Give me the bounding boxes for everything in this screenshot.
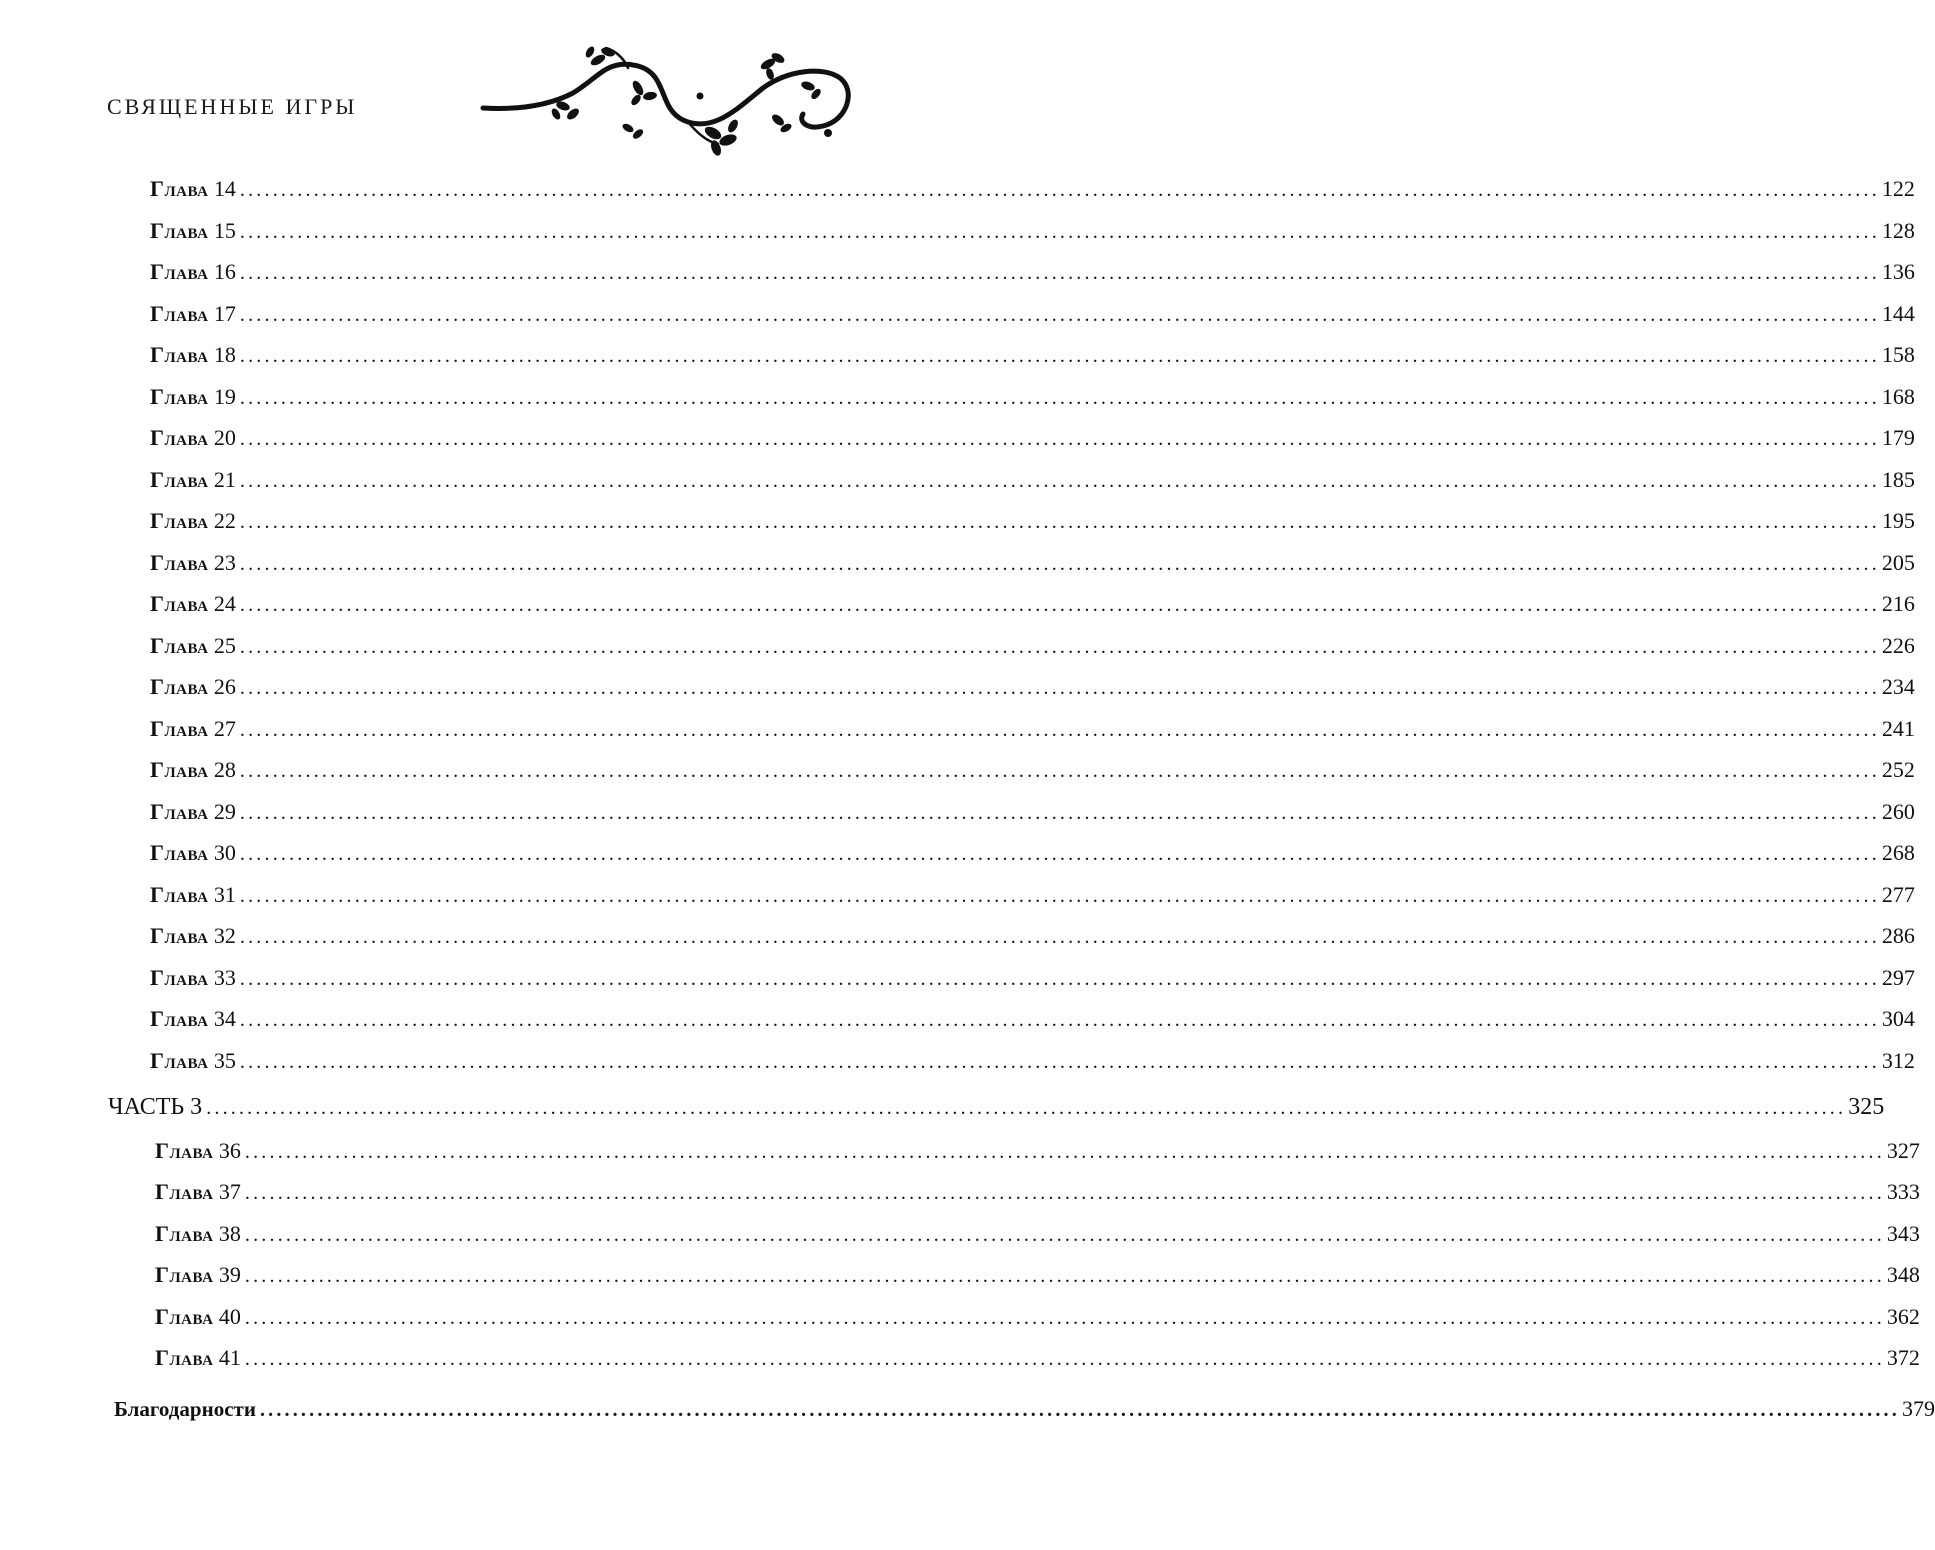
- toc-entry-page-number: 362: [1886, 1303, 1920, 1329]
- chapter-number: 28: [208, 757, 236, 782]
- chapter-word: Глава: [150, 964, 209, 990]
- toc-entry: [155, 1179, 1920, 1205]
- toc-entry-page-number: 158: [1881, 342, 1915, 367]
- chapter-number: 18: [208, 342, 236, 367]
- toc-entry: [155, 1220, 1920, 1247]
- dot-leader: ........................................................................................................................................................................................................: [239, 262, 1880, 284]
- toc-entry-page-number: 136: [1881, 259, 1915, 284]
- toc-entry: [150, 425, 1915, 451]
- chapter-number: 30: [208, 840, 236, 865]
- toc-entry-label: [150, 218, 240, 244]
- toc-entry-label: [155, 1304, 245, 1330]
- toc-entry-page-number: 333: [1886, 1179, 1920, 1205]
- toc-entry-label: [150, 633, 240, 659]
- toc-entry-page-number: 379: [1901, 1396, 1935, 1421]
- toc-entry-label: [150, 425, 240, 451]
- chapter-word: Глава: [150, 217, 209, 243]
- chapter-word: Глава: [155, 1303, 214, 1329]
- toc-entry: [150, 1006, 1915, 1032]
- toc-entry: [114, 1396, 1935, 1422]
- toc-entry-page-number: 325: [1848, 1094, 1885, 1120]
- toc-entry-label: [155, 1345, 245, 1371]
- chapter-word: Глава: [150, 466, 209, 492]
- dot-leader: ........................................................................................................................................................................................................: [239, 1009, 1880, 1031]
- toc-entry-label: [150, 176, 240, 202]
- toc-entry: [150, 881, 1915, 908]
- chapter-word: Глава: [150, 342, 209, 367]
- chapter-number: 29: [208, 798, 236, 824]
- toc-entry: [155, 1138, 1920, 1164]
- toc-entry: [155, 1303, 1920, 1330]
- chapter-word: Глава: [150, 549, 209, 575]
- chapter-number: 37: [213, 1179, 241, 1205]
- chapter-word: Глава: [155, 1138, 214, 1163]
- toc-entry-label: [150, 674, 240, 700]
- toc-entry-label: [150, 1048, 240, 1074]
- dot-leader: ........................................................................................................................................................................................................: [244, 1265, 1885, 1288]
- toc-entry-page-number: 268: [1881, 840, 1915, 865]
- chapter-number: 35: [208, 1047, 236, 1073]
- dot-leader: ........................................................................................................................................................................................................: [244, 1306, 1885, 1329]
- toc-entry-page-number: 277: [1881, 881, 1915, 907]
- chapter-word: Глава: [150, 176, 209, 201]
- toc-entry: [150, 964, 1915, 991]
- dot-leader: ........................................................................................................................................................................................................: [206, 1097, 1847, 1119]
- toc-entry-page-number: 297: [1881, 964, 1915, 990]
- toc-entry-page-number: 260: [1881, 798, 1915, 824]
- chapter-word: Глава: [150, 1006, 209, 1031]
- chapter-number: 26: [208, 674, 236, 699]
- toc-entry: [150, 508, 1915, 534]
- chapter-number: 27: [208, 715, 236, 741]
- dot-leader: ........................................................................................................................................................................................................: [239, 718, 1880, 741]
- chapter-number: 24: [208, 591, 236, 616]
- chapter-word: Глава: [150, 923, 209, 948]
- chapter-number: 21: [208, 466, 236, 492]
- chapter-word: Глава: [150, 632, 209, 658]
- toc-entry-page-number: 168: [1881, 383, 1915, 409]
- chapter-number: 17: [208, 300, 236, 326]
- chapter-word: Глава: [150, 425, 209, 450]
- toc-entry-page-number: 286: [1881, 923, 1915, 948]
- chapter-word: Глава: [155, 1345, 214, 1370]
- chapter-number: 41: [213, 1345, 241, 1370]
- toc-entry-label: [150, 923, 240, 949]
- chapter-word: Глава: [150, 757, 209, 782]
- chapter-word: Глава: [150, 383, 209, 409]
- chapter-number: 39: [213, 1262, 241, 1288]
- dot-leader: ........................................................................................................................................................................................................: [244, 1348, 1885, 1370]
- chapter-word: Глава: [150, 715, 209, 741]
- toc-entry-label: [150, 259, 240, 285]
- toc-entry-label: [150, 384, 240, 410]
- toc-entry-page-number: 185: [1881, 466, 1915, 492]
- toc-entry: [155, 1262, 1920, 1288]
- toc-entry-label: [150, 550, 240, 576]
- chapter-word: Глава: [150, 508, 209, 533]
- dot-leader: ........................................................................................................................................................................................................: [239, 428, 1880, 450]
- toc-entry: [150, 342, 1915, 368]
- dot-leader: ........................................................................................................................................................................................................: [239, 303, 1880, 326]
- toc-entry-label: Благодарности: [114, 1397, 256, 1421]
- dot-leader: ........................................................................................................................................................................................................: [239, 594, 1880, 616]
- toc-entry: [150, 591, 1915, 617]
- dot-leader: ........................................................................................................................................................................................................: [239, 1050, 1880, 1073]
- dot-leader: ........................................................................................................................................................................................................: [239, 967, 1880, 990]
- dot-leader: ........................................................................................................................................................................................................: [239, 220, 1880, 243]
- toc-entry: [150, 1047, 1915, 1074]
- chapter-number: 36: [213, 1138, 241, 1163]
- toc-entry-label: [150, 716, 240, 742]
- toc-entry: [150, 217, 1915, 244]
- dot-leader: ........................................................................................................................................................................................................: [244, 1141, 1885, 1163]
- toc-entry: [150, 674, 1915, 700]
- toc-entry-label: [150, 342, 240, 368]
- dot-leader: ........................................................................................................................................................................................................: [259, 1399, 1900, 1421]
- chapter-word: Глава: [150, 881, 209, 907]
- toc-entry: [155, 1345, 1920, 1371]
- dot-leader: ........................................................................................................................................................................................................: [239, 801, 1880, 824]
- toc-entry-page-number: 241: [1881, 715, 1915, 741]
- running-header-title: СВЯЩЕННЫЕ ИГРЫ: [107, 94, 358, 119]
- toc-entry-label: [150, 591, 240, 617]
- toc-entry-page-number: 195: [1881, 508, 1915, 533]
- dot-leader: ........................................................................................................................................................................................................: [239, 926, 1880, 948]
- chapter-number: 14: [208, 176, 236, 201]
- dot-leader: ........................................................................................................................................................................................................: [239, 511, 1880, 533]
- chapter-word: Глава: [150, 591, 209, 616]
- chapter-number: 25: [208, 632, 236, 658]
- toc-entry-page-number: 226: [1881, 632, 1915, 658]
- chapter-number: 22: [208, 508, 236, 533]
- toc-entry-label: [150, 799, 240, 825]
- chapter-number: 20: [208, 425, 236, 450]
- toc-entry: [150, 757, 1915, 783]
- toc-entry: [150, 466, 1915, 493]
- toc-entry-page-number: 252: [1881, 757, 1915, 782]
- toc-entry-page-number: 312: [1881, 1047, 1915, 1073]
- dot-leader: ........................................................................................................................................................................................................: [239, 386, 1880, 409]
- chapter-word: Глава: [150, 1047, 209, 1073]
- toc-entry: [150, 549, 1915, 576]
- chapter-number: 40: [213, 1303, 241, 1329]
- toc-entry-label: [150, 467, 240, 493]
- toc-entry-label: [155, 1262, 245, 1288]
- dot-leader: ........................................................................................................................................................................................................: [239, 760, 1880, 782]
- chapter-number: 31: [208, 881, 236, 907]
- dot-leader: ........................................................................................................................................................................................................: [239, 179, 1880, 201]
- chapter-word: Глава: [150, 674, 209, 699]
- chapter-number: 33: [208, 964, 236, 990]
- chapter-word: Глава: [150, 798, 209, 824]
- dot-leader: ........................................................................................................................................................................................................: [239, 843, 1880, 865]
- chapter-number: 19: [208, 383, 236, 409]
- toc-entry-label: [150, 757, 240, 783]
- toc-entry-page-number: 327: [1886, 1138, 1920, 1163]
- chapter-number: 16: [208, 259, 236, 284]
- toc-entry-page-number: 216: [1881, 591, 1915, 616]
- dot-leader: ........................................................................................................................................................................................................: [239, 635, 1880, 658]
- toc-entry: [150, 300, 1915, 327]
- toc-entry-label: [150, 1006, 240, 1032]
- toc-entry-page-number: 205: [1881, 549, 1915, 575]
- toc-entry-label: [150, 301, 240, 327]
- toc-entry: [150, 798, 1915, 825]
- toc-entry: [150, 383, 1915, 410]
- toc-entry-label: [150, 965, 240, 991]
- chapter-word: Глава: [150, 300, 209, 326]
- toc-entry-page-number: 348: [1886, 1262, 1920, 1288]
- toc-entry-label: [150, 508, 240, 534]
- toc-entry: [150, 923, 1915, 949]
- toc-entry: [150, 840, 1915, 866]
- toc-entry-label: [155, 1221, 245, 1247]
- toc-entry-page-number: 343: [1886, 1220, 1920, 1246]
- toc-entry-label: [155, 1179, 245, 1205]
- toc-entry: [150, 259, 1915, 285]
- toc-entry-page-number: 372: [1886, 1345, 1920, 1370]
- dot-leader: ........................................................................................................................................................................................................: [239, 469, 1880, 492]
- toc-entry-page-number: 122: [1881, 176, 1915, 201]
- toc-entry-label: [155, 1138, 245, 1164]
- chapter-word: Глава: [155, 1179, 214, 1205]
- dot-leader: ........................................................................................................................................................................................................: [244, 1182, 1885, 1205]
- toc-entry: [150, 632, 1915, 659]
- dot-leader: ........................................................................................................................................................................................................: [239, 552, 1880, 575]
- chapter-word: Глава: [155, 1220, 214, 1246]
- dot-leader: ........................................................................................................................................................................................................: [239, 884, 1880, 907]
- dot-leader: ........................................................................................................................................................................................................: [239, 677, 1880, 699]
- toc-entry: [150, 176, 1915, 202]
- chapter-number: 32: [208, 923, 236, 948]
- toc-entry-page-number: 304: [1881, 1006, 1915, 1031]
- dot-leader: ........................................................................................................................................................................................................: [239, 345, 1880, 367]
- toc-entry-page-number: 128: [1881, 217, 1915, 243]
- toc-entry-page-number: 179: [1881, 425, 1915, 450]
- chapter-word: Глава: [155, 1262, 214, 1288]
- toc-entry-page-number: 234: [1881, 674, 1915, 699]
- toc-entry-page-number: 144: [1881, 300, 1915, 326]
- toc-entry-label: [150, 840, 240, 866]
- chapter-number: 15: [208, 217, 236, 243]
- toc-entry: [108, 1094, 1885, 1121]
- chapter-number: 34: [208, 1006, 236, 1031]
- toc-entry: [150, 715, 1915, 742]
- chapter-number: 23: [208, 549, 236, 575]
- chapter-word: Глава: [150, 259, 209, 284]
- chapter-word: Глава: [150, 840, 209, 865]
- toc-entry-label: ЧАСТЬ 3: [108, 1094, 203, 1120]
- dot-leader: ........................................................................................................................................................................................................: [244, 1223, 1885, 1246]
- toc-entry-label: [150, 882, 240, 908]
- chapter-number: 38: [213, 1220, 241, 1246]
